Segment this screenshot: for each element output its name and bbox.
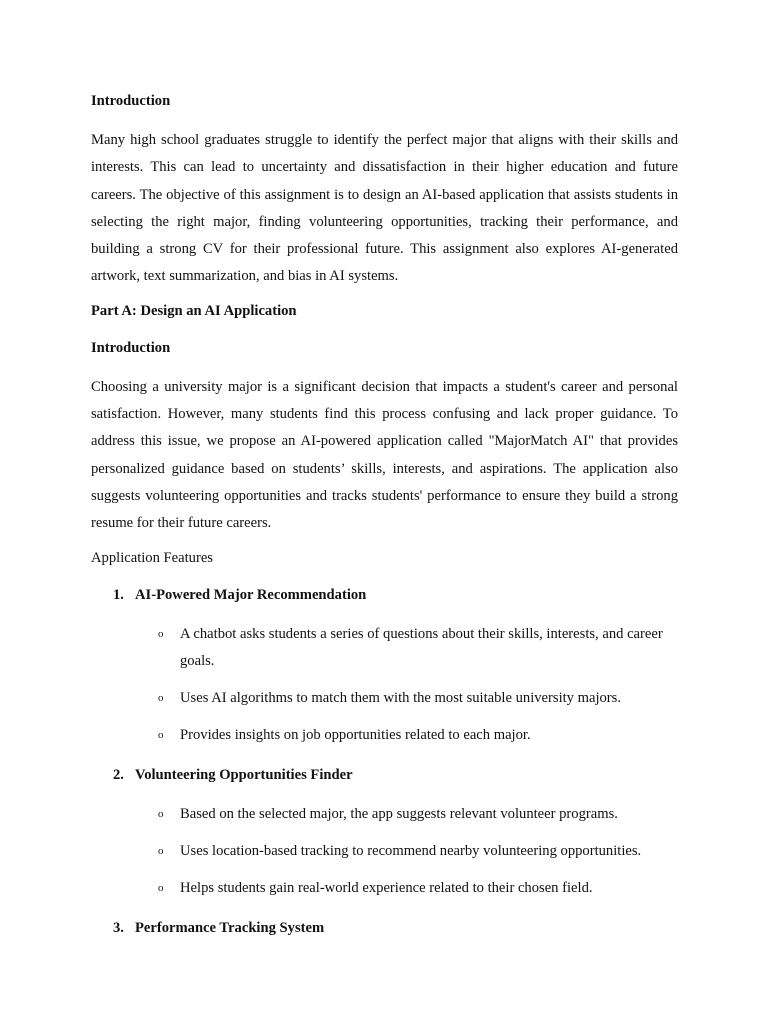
list-item-text: A chatbot asks students a series of questions about their skills, interests, and career goals. bbox=[180, 625, 663, 669]
feature-section-3 bbox=[91, 917, 678, 939]
circle-bullet-icon: o bbox=[158, 728, 164, 741]
feature-title-text: AI-Powered Major Recommendation bbox=[135, 586, 367, 603]
feature-bullet-list bbox=[91, 621, 678, 749]
feature-title bbox=[91, 584, 678, 606]
circle-bullet-icon: o bbox=[158, 807, 164, 820]
feature-section-2 bbox=[91, 764, 678, 902]
feature-title bbox=[91, 917, 678, 939]
intro-paragraph: Many high school graduates struggle to identify the perfect major that aligns with their skills and interests. This can lead to uncertainty and dissatisfaction in their higher education and future careers. The objective of this assignment is to design an AI-based application that assists students in selecting the right major, finding volunteering opportunities, tracking their performance, and building a strong CV for their professional future. This assignment also explores AI-generated artwork, text summarization, and bias in AI systems. bbox=[91, 132, 678, 285]
part-a-heading: Part A: Design an AI Application bbox=[91, 302, 297, 319]
list-item bbox=[91, 801, 678, 828]
feature-title-text: Volunteering Opportunities Finder bbox=[135, 766, 353, 783]
part-a-paragraph: Choosing a university major is a significant decision that impacts a student's career and personal satisfaction. However, many students find this process confusing and lack proper guidance. To address this issue, we propose an AI-powered application called "MajorMatch AI" that provides personalized guidance based on students’ skills, interests, and aspirations. The application also suggests volunteering opportunities and tracks students' performance to ensure they build a strong resume for their future careers. bbox=[91, 378, 678, 532]
feature-number: 3. bbox=[113, 919, 124, 936]
feature-section-1 bbox=[91, 584, 678, 749]
part-a-subheading: Introduction bbox=[91, 339, 171, 356]
list-item bbox=[91, 838, 678, 865]
list-item bbox=[91, 875, 678, 902]
circle-bullet-icon: o bbox=[158, 881, 164, 894]
circle-bullet-icon: o bbox=[158, 844, 164, 857]
feature-title-text: Performance Tracking System bbox=[135, 919, 325, 936]
feature-number: 2. bbox=[113, 766, 124, 783]
list-item bbox=[91, 685, 678, 712]
list-item-text: Uses location-based tracking to recommend nearby volunteering opportunities. bbox=[180, 842, 642, 859]
list-item bbox=[91, 621, 678, 675]
intro-heading: Introduction bbox=[91, 93, 171, 109]
list-item-text: Provides insights on job opportunities related to each major. bbox=[180, 726, 531, 743]
features-heading: Application Features bbox=[91, 549, 213, 566]
circle-bullet-icon: o bbox=[158, 691, 164, 704]
feature-bullet-list bbox=[91, 801, 678, 902]
feature-title bbox=[91, 764, 678, 786]
list-item-text: Helps students gain real-world experience related to their chosen field. bbox=[180, 879, 593, 896]
list-item bbox=[91, 722, 678, 749]
feature-number: 1. bbox=[113, 586, 124, 603]
list-item-text: Based on the selected major, the app suggests relevant volunteer programs. bbox=[180, 805, 618, 822]
circle-bullet-icon: o bbox=[158, 627, 164, 640]
list-item-text: Uses AI algorithms to match them with the most suitable university majors. bbox=[180, 689, 621, 706]
document-page bbox=[91, 90, 678, 939]
